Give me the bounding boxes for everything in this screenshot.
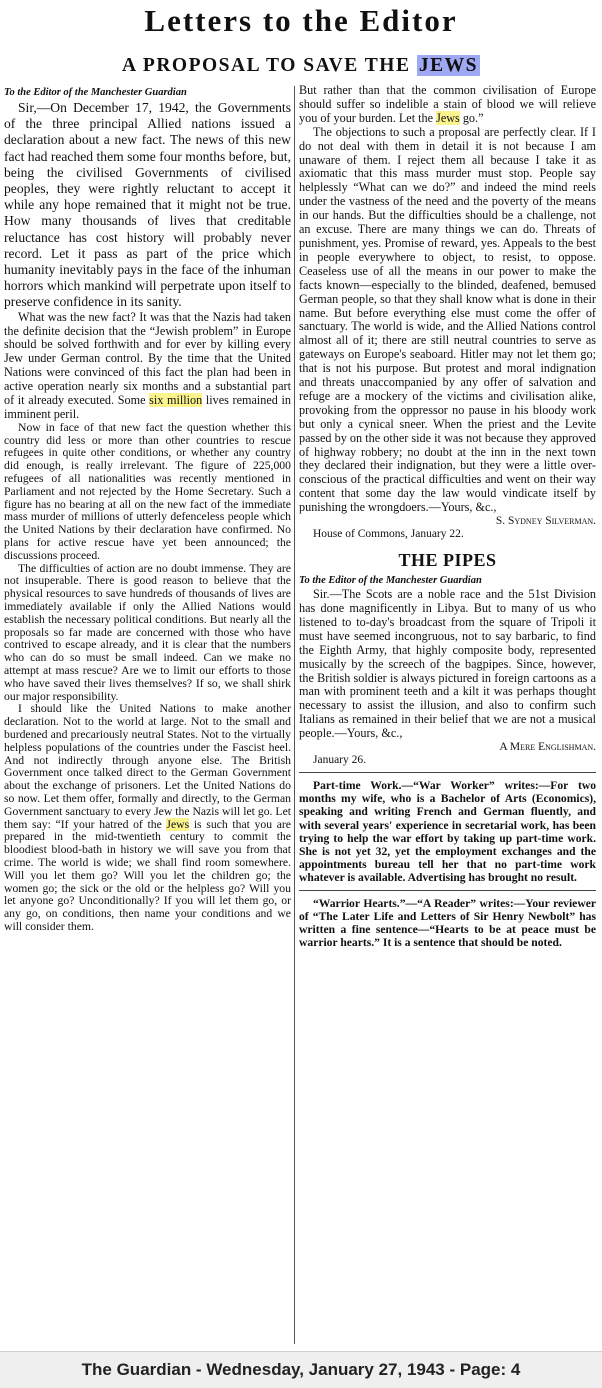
letter1-salutation: To the Editor of the Manchester Guardian [4, 87, 187, 98]
letter1-paragraph: The difficulties of action are no doubt immense. They are not insuperable. There is good reason to believe that the physical resources to save hundreds of thousands of lives are immediately available if only the Allied Nations would establish the necessary political conditions. But nearly all the proposals so far made are concerned with those who have contrived to escape already, and it is clear that the numbers who can do so must be small indeed. Can we make no attempt at mass rescue? Are we to limit our efforts to those who have saved their lives themselves? If so, we shall shirk our major responsibility. [4, 561, 291, 703]
right-column [299, 84, 596, 1346]
text-run: go.” [459, 110, 484, 125]
highlighted-phrase: six million [149, 393, 203, 408]
letter1-paragraph: Sir,—On December 17, 1942, the Governments of the three principal Allied nations issued a declaration about a new fact. The news of this new fact had reached them some four months before, but, being the civilised Governments of civilised peoples, they were rightly reluctant to accept it while any hope remained that it might not be true. How many thousands of lives that creditable reluctance has cost history will probably never record. Let it pass as part of the price which humanity inevitably pays in the face of the inhuman horrors which mankind will perpetrate upon itself to preserve confidence in its sanity. [4, 100, 291, 310]
letter2-date: January 26. [313, 754, 367, 767]
text-run: What was the new fact? It was that the Nazis had taken the definite decision that the “Jewish problem” in Europe should be solved forthwith and for ever by killing every Jew under German control. By the time that the United Nations were convinced of this fact the plan had been in active operation nearly six months and a substantial part of it already executed. Some [4, 309, 291, 408]
letter2-body: Sir.—The Scots are a noble race and the 51st Division has done magnificently in Libya. But to many of us who listened to to-day's broadcast from the square of Tripoli it must have seemed incongruous, not to say barbaric, to find the Eighth Army, that highly composite body, represented musically by the screech of the bagpipes. Since, however, the British soldier is always pictured in foreign cartoons as a man with prominent teeth and a kilt it was perhaps thought necessary to assist the illusion, and also to confirm such Italians as remained in their belief that we are not a musical people.—Yours, &c., [299, 587, 596, 741]
letter1-paragraph [4, 703, 291, 933]
letter1-address: House of Commons, January 22. [313, 528, 464, 541]
section-divider [299, 890, 596, 891]
page-header: Letters to the Editor [144, 3, 458, 38]
brief-letter: “Warrior Hearts.”—“A Reader” writes:—Your reviewer of “The Later Life and Letters of Sir Henry Newbolt” has written a fine sentence—“Hearts to be at peace must be warrior hearts.” It is a sentence that should be noted. [299, 896, 596, 950]
letter2-heading: THE PIPES [398, 550, 497, 571]
headline-text: A PROPOSAL TO SAVE THE [122, 55, 417, 76]
headline-highlight: JEWS [418, 55, 478, 76]
text-run: But rather than that the common civilisation of Europe should suffer so indelible a stain of blood we will relieve you of your burden. Let the [299, 84, 596, 125]
letter2-salutation: To the Editor of the Manchester Guardian [299, 575, 482, 587]
text-run: lives remained in imminent peril. [4, 393, 291, 421]
section-divider [299, 772, 596, 773]
letter2-signature: A Mere Englishman. [499, 741, 596, 754]
caption-footer: The Guardian - Wednesday, January 27, 1943 - Page: 4 [0, 1351, 602, 1388]
letter1-paragraph: Now in face of that new fact the question whether this country did less or more than other countries to rescue refugees in quite other conditions, or whether any country did enough, is really irrelevant. The figure of 225,000 refugees of all nationalities was recently mentioned in Parliament and not rejected by the Home Secretary. Such a figure has no bearing at all on the new fact of the immediate mass murder of millions of utterly defenceless people which the United Nations by their declaration have confirmed. No plans for active rescue have yet been announced; the discussions proceed. [4, 420, 291, 562]
letter1-signature: S. Sydney Silverman. [495, 515, 596, 528]
brief-letter: Part-time Work.—“War Worker” writes:—For two months my wife, who is a Bachelor of Arts (Economics), speaking and writing French and German fluently, and with several years' experience in secretarial work, has been trying to help the war effort by taking up part-time work. She is not yet 32, yet the employment exchanges and the appointments bureau tell her that no part-time work whatever is available. Advertising has brought no result. [299, 779, 596, 885]
letter1-paragraph [4, 311, 291, 422]
highlighted-phrase: Jews [166, 817, 190, 831]
letter1-continuation [299, 84, 596, 126]
text-run: I should like the United Nations to make another declaration. Not to the world at large. Not to the small and burdened and precariously neutral States. Not to the virtually helpless populations of the countries under the Fascist heel. And not indirectly through anyone else. The British Government once talked direct to the German Government about the exchange of prisoners. Let the United Nations do so now. Let them offer, formally and directly, to the German Government sanctuary to every Jew the Nazis will let go. Let them say: “If your hatred of the [4, 702, 291, 831]
lead-headline [0, 52, 602, 80]
left-column [4, 86, 291, 1348]
text-run: is such that you are prepared in the mid-twentieth century to commit the bloodiest blood-bath in history we will save you from that crime. The world is wide; we shall find room somewhere. Will you let them go? Will you let the children go; the women go; the sick or the old or the helpless go? Will you let anyone go? Unconditionally? If you will let them go, or any go, on conditions, then name your conditions and we will consider them. [4, 817, 291, 933]
highlighted-phrase: Jews [436, 110, 460, 125]
column-rule [294, 86, 295, 1344]
letter1-paragraph: The objections to such a proposal are perfectly clear. If I do not deal with them in detail it is not because I am unaware of them. I reject them all because I take it as axiomatic that this mass murder must stop. People say helplessly “What can we do?” and indeed the mind reels under the vastness of the need and the poverty of the means in our hands. But the difficulties should be a challenge, not an excuse. There are many things we can do. Threats of punishment, yes. Promise of reward, yes. Appeals to the best in people everywhere to object, to resist, to oppose. Ceaseless use of all the means in our power to make the facts known—especially to the blinded, deafened, bemused German people, so that they shall know what is done in their name. But before everything else must come the offer of sanctuary. The world is wide, and the Allied Nations control almost all of it; there are still neutral countries to serve as gateways on Europe's seaboard. Hitler may not let them go; that is not his purpose. But protest and moral indignation and threats unaccompanied by any offer of salvation and refuge are a mockery of the victims and civilisation alike, provoking from the oppressor no pause in his bloody work but only a cynical sneer. When the priest and the Levite passed by on the other side it was not because they approved of highway robbery; no doubt at the inn in the next town they declared their indignation, but they were a little over-conscious of the practical difficulties and went on their way content that some day the law would vindicate itself by punishing the wrongdoers.—Yours, &c., [299, 124, 596, 515]
